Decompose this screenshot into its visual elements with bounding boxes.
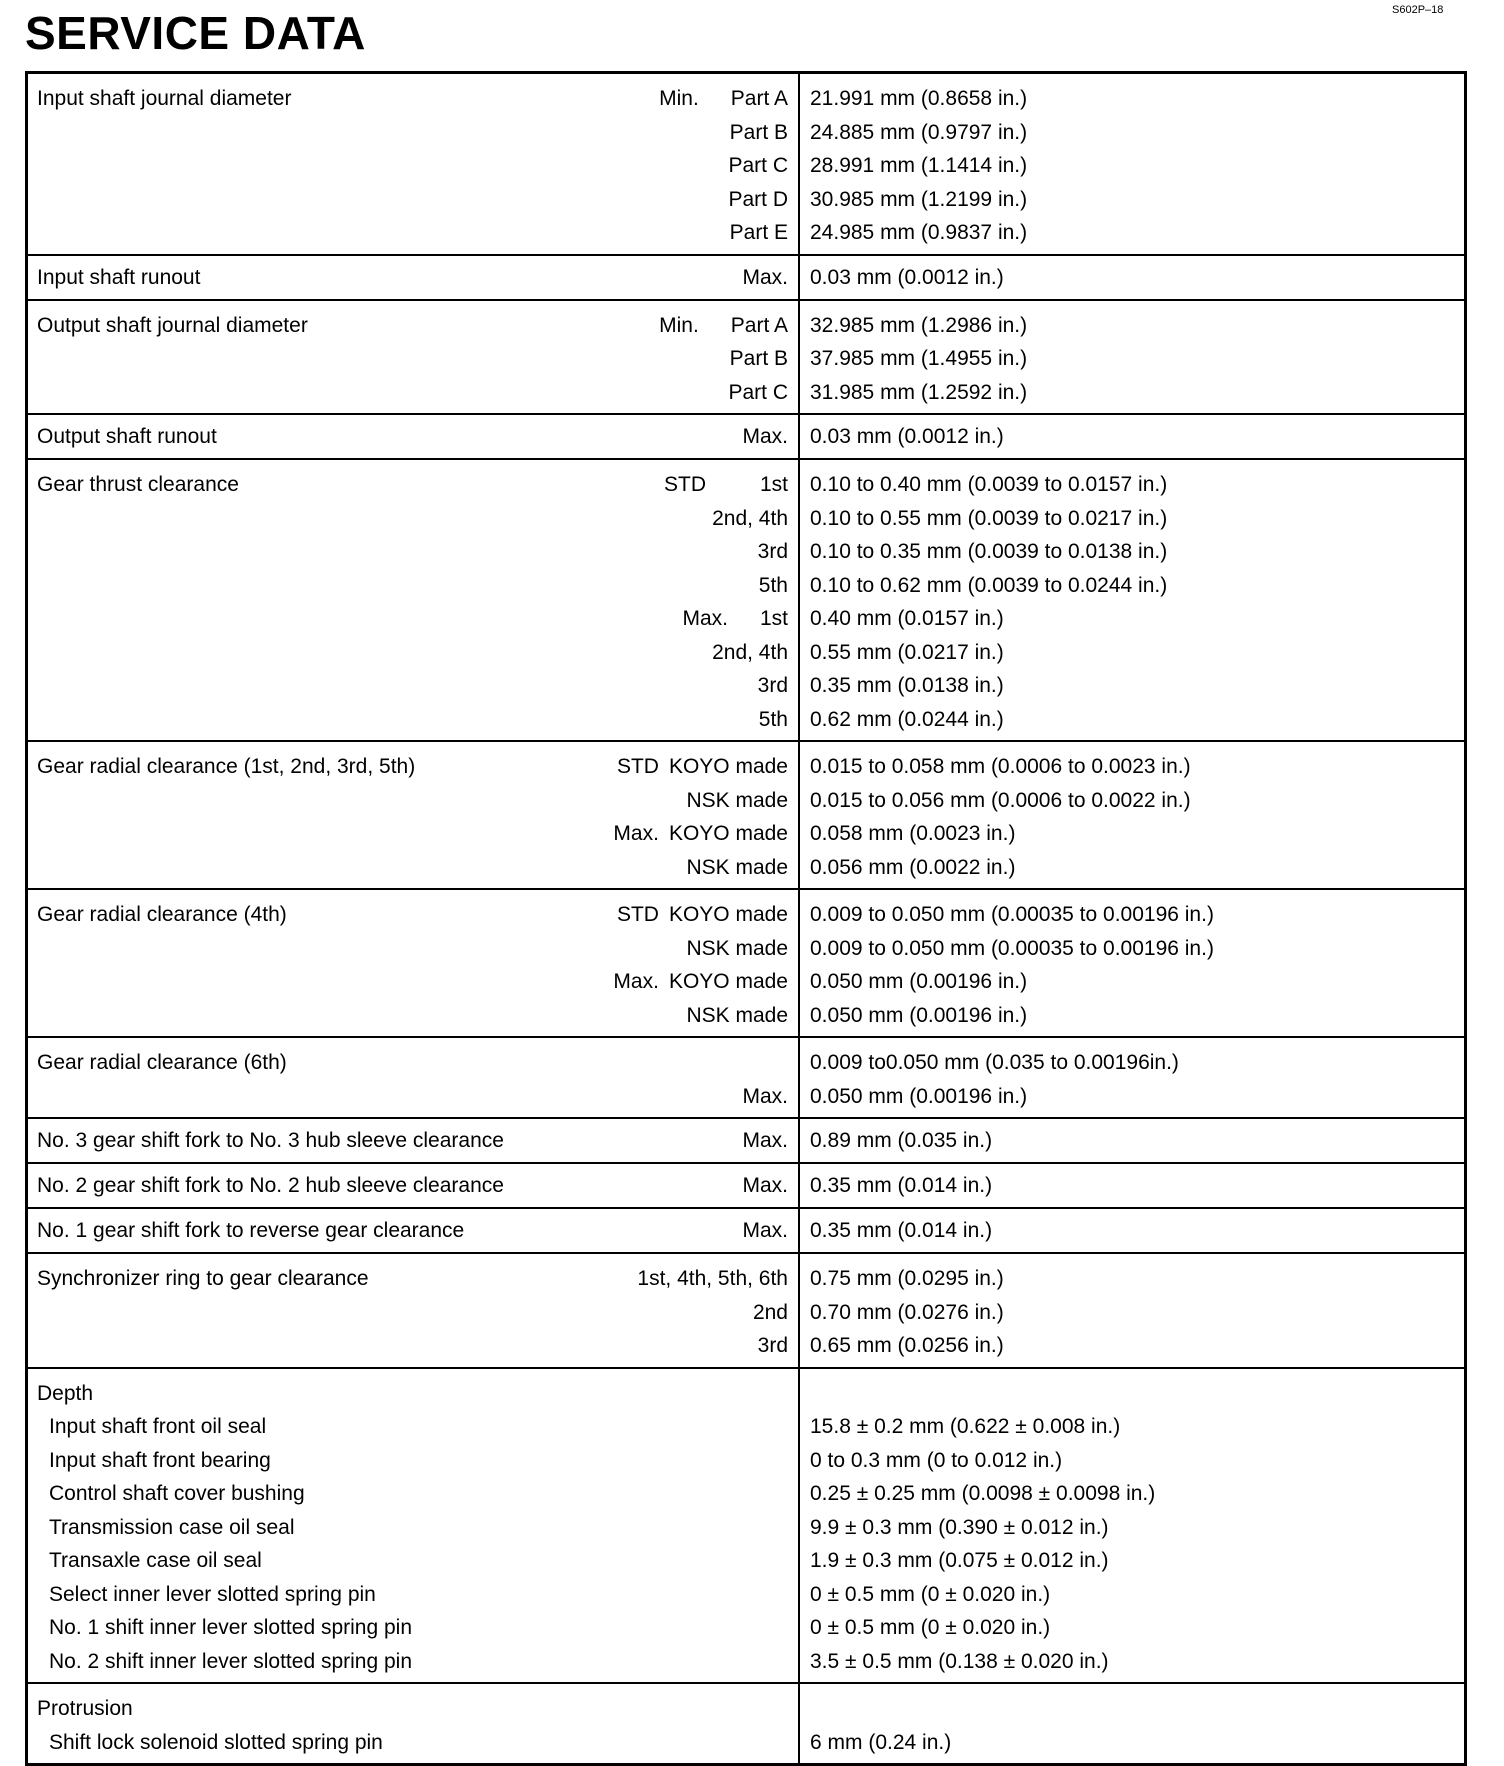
spec-value: 0.009 to0.050 mm (0.035 to 0.00196in.) [810,1051,1179,1074]
spec-subitem: 3rd [757,1334,788,1357]
protrusion-conditions [576,1684,800,1763]
spec-subitem: 3rd [757,674,788,697]
spec-section [28,74,1464,254]
spec-value: 0.058 mm (0.0023 in.) [810,822,1016,845]
spec-subitem: KOYO made [668,903,788,926]
spec-condition [576,420,788,453]
spec-section [28,1162,1464,1207]
spec-value-cell [800,415,1464,458]
depth-value: 9.9 ± 0.3 mm (0.390 ± 0.012 in.) [810,1515,1109,1539]
depth-heading: Depth [37,1381,94,1405]
service-data-table [25,71,1467,1766]
spec-item: Input shaft runout [37,265,201,289]
spec-item-cell [28,742,576,888]
spec-condition [576,636,788,670]
depth-value: 0 ± 0.5 mm (0 ± 0.020 in.) [810,1616,1051,1639]
spec-value: 0.75 mm (0.0295 in.) [810,1267,1004,1290]
protrusion-heading: Protrusion [37,1697,133,1720]
spec-item-cell [28,1164,576,1207]
spec-condition [576,1080,788,1114]
spec-section [28,254,1464,299]
spec-subitem: 3rd [757,540,788,563]
spec-condition [576,784,788,818]
spec-subitem: 1st, 4th, 5th, 6th [637,1267,788,1290]
depth-label: Transaxle case oil seal [49,1549,262,1572]
spec-value: 0.10 to 0.35 mm (0.0039 to 0.0138 in.) [810,540,1168,563]
spec-condition-cell [576,74,800,254]
spec-subitem: 1st [759,473,788,496]
spec-value: 0.40 mm (0.0157 in.) [810,607,1004,630]
spec-condition [576,1169,788,1202]
depth-values [800,1369,1464,1683]
spec-value: 0.10 to 0.40 mm (0.0039 to 0.0157 in.) [810,473,1168,496]
spec-item: Gear radial clearance (6th) [37,1051,287,1074]
spec-condition-cell [576,890,800,1036]
spec-value: 0.050 mm (0.00196 in.) [810,970,1028,993]
spec-condition [576,1124,788,1157]
spec-subitem: KOYO made [668,822,788,845]
spec-condition [576,376,788,410]
spec-value: 0.015 to 0.056 mm (0.0006 to 0.0022 in.) [810,788,1191,812]
spec-item: Synchronizer ring to gear clearance [37,1267,369,1290]
spec-value: 0.03 mm (0.0012 in.) [810,265,1004,289]
spec-condition [576,999,788,1033]
spec-condition-cell [576,1164,800,1207]
spec-condition [576,851,788,885]
spec-condition [576,535,788,569]
spec-item-cell [28,1038,576,1117]
spec-value: 0.056 mm (0.0022 in.) [810,855,1016,879]
protrusion-section [28,1682,1464,1763]
spec-condition [576,703,788,737]
spec-qualifier: Max. [742,265,788,289]
spec-condition [576,116,788,150]
spec-value-cell [800,1254,1464,1367]
protrusion-value: 6 mm (0.24 in.) [810,1730,952,1754]
spec-value-cell [800,1209,1464,1252]
spec-value: 21.991 mm (0.8658 in.) [810,87,1028,110]
depth-label: No. 2 shift inner lever slotted spring pin [49,1649,413,1673]
spec-condition [576,817,788,851]
depth-label: Select inner lever slotted spring pin [49,1582,376,1606]
spec-value: 0.009 to 0.050 mm (0.00035 to 0.00196 in.) [810,936,1214,960]
spec-subitem: KOYO made [668,970,788,993]
spec-condition-cell [576,1209,800,1252]
spec-item: Input shaft journal diameter [37,87,292,110]
spec-value: 0.65 mm (0.0256 in.) [810,1334,1004,1357]
spec-item: Gear thrust clearance [37,473,239,496]
spec-condition [576,602,788,636]
spec-value-cell [800,460,1464,740]
spec-condition-cell [576,1254,800,1367]
spec-value: 0.050 mm (0.00196 in.) [810,1084,1028,1108]
spec-value: 0.35 mm (0.014 in.) [810,1174,993,1197]
spec-condition [576,750,788,784]
spec-item-cell [28,1119,576,1162]
depth-label: Transmission case oil seal [49,1515,295,1539]
spec-condition [576,261,788,294]
spec-item-cell [28,256,576,299]
spec-value: 0.35 mm (0.0138 in.) [810,674,1004,697]
depth-label: Input shaft front bearing [49,1448,271,1472]
spec-subitem: Part A [730,87,788,110]
page-title: SERVICE DATA [25,7,366,59]
spec-section [28,888,1464,1036]
spec-subitem: Part E [729,221,788,244]
spec-section [28,1117,1464,1162]
spec-section [28,1207,1464,1252]
spec-subitem: KOYO made [668,755,788,778]
spec-value: 32.985 mm (1.2986 in.) [810,313,1028,337]
spec-value-cell [800,74,1464,254]
spec-value: 0.009 to 0.050 mm (0.00035 to 0.00196 in.) [810,903,1214,926]
spec-value: 0.03 mm (0.0012 in.) [810,425,1004,448]
spec-subitem: NSK made [686,936,788,960]
depth-value: 15.8 ± 0.2 mm (0.622 ± 0.008 in.) [810,1415,1121,1438]
spec-value: 0.015 to 0.058 mm (0.0006 to 0.0023 in.) [810,755,1191,778]
spec-condition [576,932,788,966]
spec-qualifier: Min. [659,313,699,337]
spec-condition-cell [576,256,800,299]
spec-condition-cell [576,1119,800,1162]
page-code: S602P–18 [1392,4,1444,16]
spec-value: 0.10 to 0.62 mm (0.0039 to 0.0244 in.) [810,573,1168,597]
depth-conditions [576,1369,800,1683]
protrusion-label: Shift lock solenoid slotted spring pin [49,1730,383,1754]
spec-qualifier: Min. [659,87,699,110]
spec-condition [576,82,788,116]
spec-condition [576,216,788,250]
spec-subitem: 2nd, 4th [712,506,788,530]
spec-subitem: Part D [728,187,788,211]
spec-qualifier: Max. [742,1174,788,1197]
spec-condition [576,183,788,217]
spec-subitem: Part B [729,347,788,370]
spec-item-cell [28,415,576,458]
spec-value-cell [800,301,1464,414]
spec-condition-cell [576,742,800,888]
spec-value: 31.985 mm (1.2592 in.) [810,380,1028,404]
depth-label: Control shaft cover bushing [49,1482,305,1505]
spec-subitem: Part B [729,120,788,144]
spec-condition [576,965,788,999]
spec-subitem: Part C [728,154,788,177]
spec-qualifier: Max. [613,822,659,845]
spec-condition [576,569,788,603]
spec-condition-cell [576,1038,800,1117]
spec-qualifier: STD [663,473,706,496]
spec-condition [576,1046,788,1080]
spec-condition [576,309,788,343]
spec-value: 37.985 mm (1.4955 in.) [810,347,1028,370]
spec-qualifier: Max. [682,607,728,630]
depth-value: 0 to 0.3 mm (0 to 0.012 in.) [810,1448,1063,1472]
spec-qualifier: STD [616,755,659,778]
spec-value: 0.050 mm (0.00196 in.) [810,1003,1028,1027]
spec-section [28,1252,1464,1367]
spec-item: Gear radial clearance (4th) [37,903,287,926]
spec-item-cell [28,301,576,414]
spec-qualifier: STD [616,903,659,926]
spec-condition-cell [576,301,800,414]
spec-section [28,413,1464,458]
spec-value: 24.885 mm (0.9797 in.) [810,120,1028,144]
spec-subitem: 5th [758,707,788,731]
spec-section [28,1036,1464,1117]
spec-value-cell [800,890,1464,1036]
depth-section [28,1367,1464,1683]
spec-value: 0.70 mm (0.0276 in.) [810,1300,1004,1324]
spec-item: No. 1 gear shift fork to reverse gear clearance [37,1219,465,1242]
spec-value-cell [800,742,1464,888]
spec-section [28,740,1464,888]
spec-value-cell [800,1038,1464,1117]
spec-item-cell [28,890,576,1036]
spec-condition [576,669,788,703]
spec-subitem: Max. [742,1084,788,1108]
spec-item-cell [28,460,576,740]
spec-item: No. 3 gear shift fork to No. 3 hub sleeve clearance [37,1129,504,1152]
spec-item: Output shaft runout [37,425,217,448]
spec-condition [576,342,788,376]
spec-item: No. 2 gear shift fork to No. 2 hub sleeve clearance [37,1174,504,1197]
depth-value: 0.25 ± 0.25 mm (0.0098 ± 0.0098 in.) [810,1482,1156,1505]
spec-section [28,299,1464,414]
depth-value: 3.5 ± 0.5 mm (0.138 ± 0.020 in.) [810,1649,1109,1673]
spec-subitem: 5th [758,573,788,597]
spec-value: 0.62 mm (0.0244 in.) [810,707,1004,731]
spec-qualifier: Max. [742,1219,788,1242]
spec-subitem: Part A [730,313,788,337]
spec-value: 24.985 mm (0.9837 in.) [810,221,1028,244]
depth-value: 1.9 ± 0.3 mm (0.075 ± 0.012 in.) [810,1549,1109,1572]
spec-subitem: 1st [759,607,788,630]
spec-subitem: Part C [728,380,788,404]
spec-section [28,458,1464,740]
spec-item-cell [28,74,576,254]
depth-value: 0 ± 0.5 mm (0 ± 0.020 in.) [810,1582,1051,1606]
spec-value-cell [800,1164,1464,1207]
spec-item-cell [28,1209,576,1252]
depth-label: Input shaft front oil seal [49,1415,267,1438]
spec-value-cell [800,256,1464,299]
depth-label: No. 1 shift inner lever slotted spring pin [49,1616,413,1639]
spec-condition [576,468,788,502]
spec-item: Gear radial clearance (1st, 2nd, 3rd, 5th) [37,755,416,778]
spec-condition [576,149,788,183]
spec-qualifier: Max. [742,425,788,448]
spec-subitem: NSK made [686,1003,788,1027]
spec-item-cell [28,1254,576,1367]
spec-value: 0.55 mm (0.0217 in.) [810,640,1004,664]
spec-subitem: 2nd, 4th [712,640,788,664]
spec-condition [576,1214,788,1247]
spec-condition-cell [576,460,800,740]
spec-condition [576,502,788,536]
spec-value-cell [800,1119,1464,1162]
protrusion-values [800,1684,1464,1763]
spec-subitem: NSK made [686,855,788,879]
spec-condition [576,898,788,932]
spec-condition [576,1296,788,1330]
protrusion-labels [28,1684,576,1763]
spec-value: 0.10 to 0.55 mm (0.0039 to 0.0217 in.) [810,506,1168,530]
depth-labels [28,1369,576,1683]
spec-condition-cell [576,415,800,458]
spec-item: Output shaft journal diameter [37,313,308,337]
spec-qualifier: Max. [613,970,659,993]
spec-subitem: NSK made [686,788,788,812]
spec-condition [576,1262,788,1296]
spec-condition [576,1329,788,1363]
spec-subitem: 2nd [752,1300,788,1324]
spec-value: 28.991 mm (1.1414 in.) [810,154,1028,177]
spec-value: 0.35 mm (0.014 in.) [810,1219,993,1242]
spec-qualifier: Max. [742,1129,788,1152]
spec-value: 30.985 mm (1.2199 in.) [810,187,1028,211]
spec-value: 0.89 mm (0.035 in.) [810,1129,993,1152]
